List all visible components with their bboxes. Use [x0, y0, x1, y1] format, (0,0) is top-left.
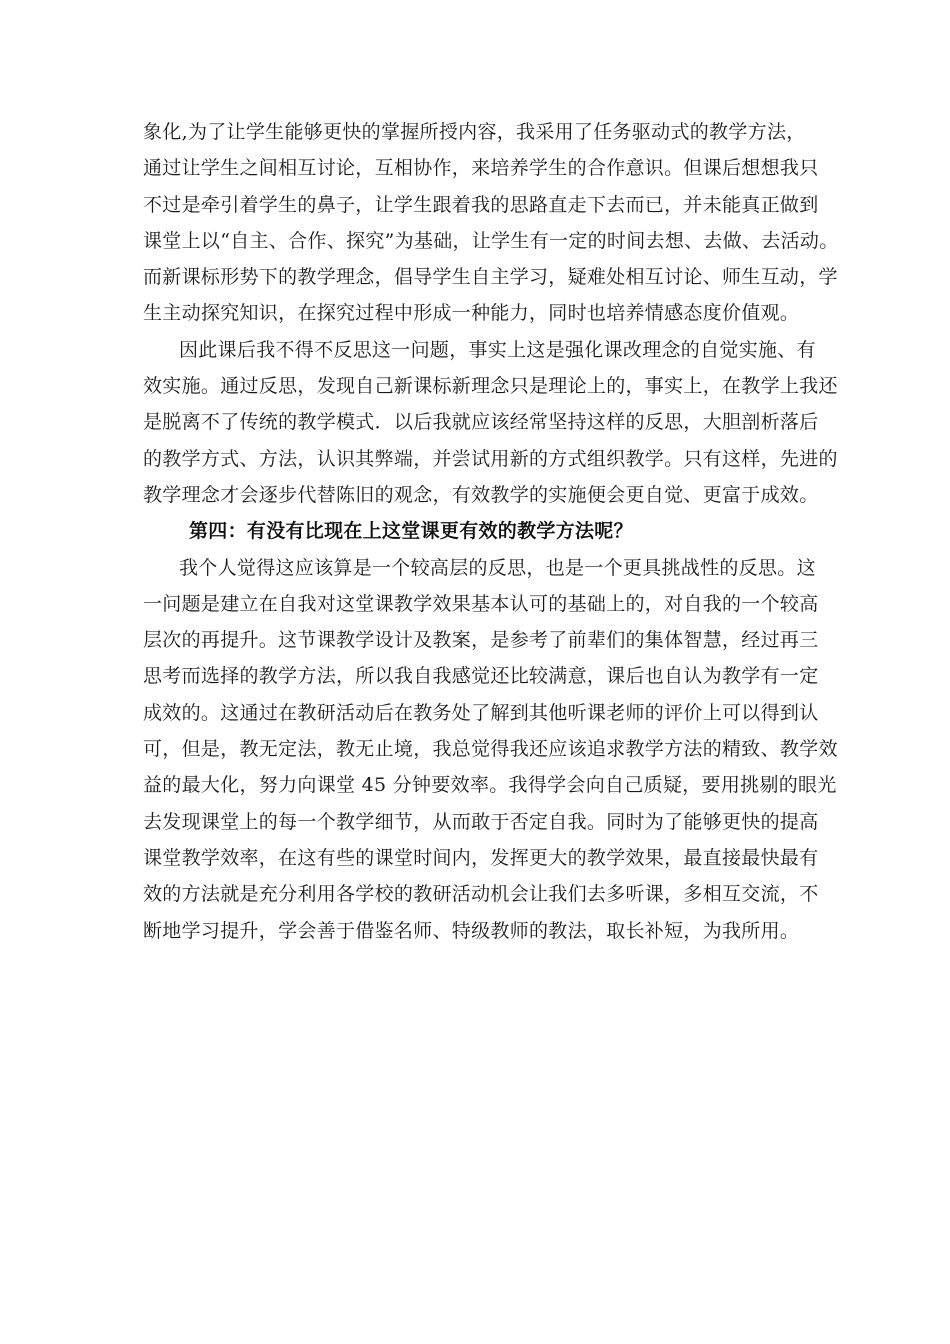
- paragraph-1-line: 通过让学生之间相互讨论，互相协作，来培养学生的合作意识。但课后想想我只: [143, 157, 819, 180]
- paragraph-1-line: 象化,为了让学生能够更快的掌握所授内容，我采用了任务驱动式的教学方法，: [143, 121, 806, 143]
- paragraph-3-line: 益的最大化，努力向课堂 45 分钟要效率。我得学会向自己质疑，要用挑剔的眼光: [143, 774, 837, 797]
- paragraph-2-line: 教学理念才会逐步代替陈旧的观念，有效教学的实施便会更自觉、更富于成效。: [143, 483, 819, 506]
- paragraph-3-line: 断地学习提升，学会善于借鉴名师、特级教师的教法，取长补短，为我所用。: [143, 919, 800, 942]
- paragraph-2-line: 因此课后我不得不反思这一问题，事实上这是强化课改理念的自觉实施、有: [179, 338, 816, 361]
- paragraph-1-line: 课堂上以“自主、合作、探究”为基础，让学生有一定的时间去想、去做、去活动。: [143, 229, 839, 252]
- paragraph-2-line: 是脱离不了传统的教学模式．以后我就应该经常坚持这样的反思，大胆剖析落后: [143, 411, 819, 434]
- paragraph-2-line: 的教学方式、方法，认识其弊端，并尝试用新的方式组织教学。只有这样，先进的: [143, 447, 838, 470]
- paragraph-1-line: 生主动探究知识，在探究过程中形成一种能力，同时也培养情感态度价值观。: [143, 302, 800, 325]
- paragraph-3-line: 效的方法就是充分利用各学校的教研活动机会让我们去多听课，多相互交流，不: [143, 883, 819, 906]
- paragraph-3-line: 我个人觉得这应该算是一个较高层的反思，也是一个更具挑战性的反思。这: [179, 556, 816, 579]
- paragraph-1-line: 而新课标形势下的教学理念，倡导学生自主学习，疑难处相互讨论、师生互动，学: [143, 266, 838, 289]
- paragraph-3-line: 层次的再提升。这节课教学设计及教案，是参考了前辈们的集体智慧，经过再三: [143, 629, 819, 652]
- section-heading: 第四：有没有比现在上这堂课更有效的教学方法呢？: [189, 520, 633, 543]
- paragraph-3-line: 去发现课堂上的每一个教学细节，从而敢于否定自我。同时为了能够更快的提高: [143, 810, 819, 833]
- paragraph-3-line: 思考而选择的教学方法，所以我自我感觉还比较满意，课后也自认为教学有一定: [143, 665, 819, 688]
- document-body: [143, 114, 839, 949]
- paragraph-3-line: 可，但是，教无定法，教无止境，我总觉得我还应该追求教学方法的精致、教学效: [143, 738, 838, 761]
- paragraph-3-line: 成效的。这通过在教研活动后在教务处了解到其他听课老师的评价上可以得到认: [143, 701, 819, 724]
- paragraph-3-line: 一问题是建立在自我对这堂课教学效果基本认可的基础上的，对自我的一个较高: [143, 592, 819, 615]
- paragraph-2-line: 效实施。通过反思，发现自己新课标新理念只是理论上的，事实上，在教学上我还: [143, 375, 838, 398]
- paragraph-1-line: 不过是牵引着学生的鼻子，让学生跟着我的思路直走下去而已，并未能真正做到: [143, 193, 819, 216]
- paragraph-3-line: 课堂教学效率，在这有些的课堂时间内，发挥更大的教学效果，最直接最快最有: [143, 846, 819, 869]
